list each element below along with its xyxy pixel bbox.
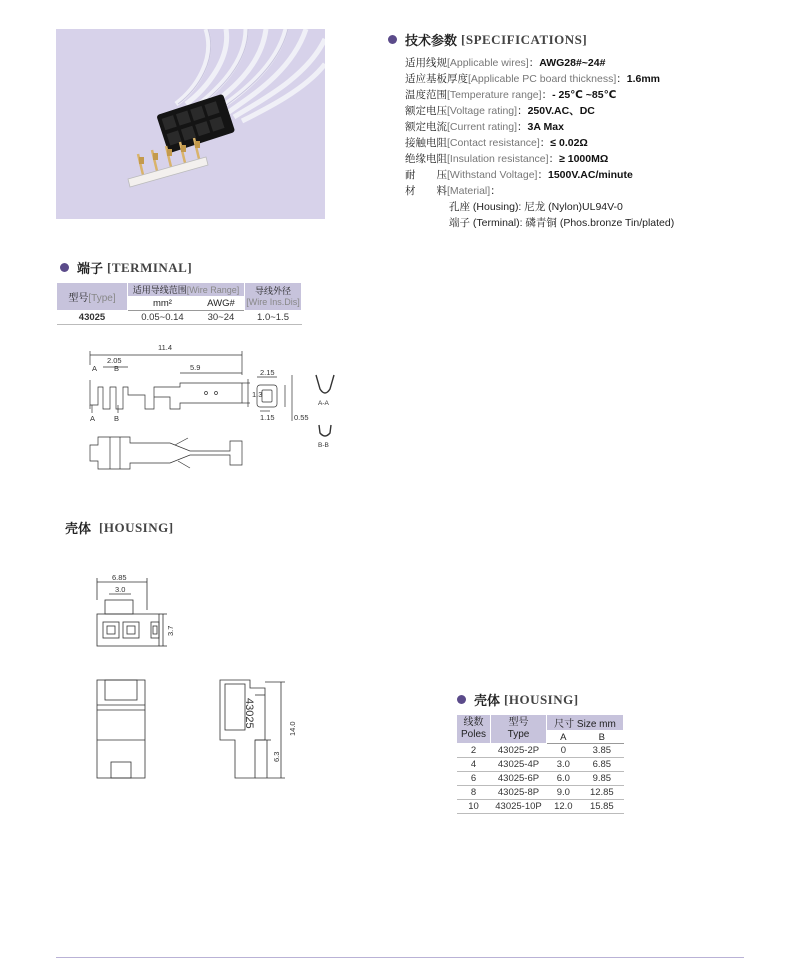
svg-text:43025: 43025	[243, 698, 255, 729]
bullet-icon	[457, 695, 466, 704]
spec-row: 绝缘电阻[Insulation resistance]：≥ 1000MΩ	[405, 153, 609, 165]
connector-photo-illustration	[56, 29, 325, 219]
svg-text:1.15: 1.15	[260, 413, 275, 422]
table-row: 10 43025-10P 12.0 15.85	[457, 800, 624, 814]
svg-text:2.15: 2.15	[260, 368, 275, 377]
housing-table-heading	[457, 690, 579, 709]
spec-row: 适用线规[Applicable wires]：AWG28#~24#	[405, 57, 606, 69]
svg-text:3.0: 3.0	[115, 585, 126, 594]
footer-divider	[56, 957, 744, 958]
col-a: A	[547, 731, 581, 744]
col-size: 尺寸 Size mm	[547, 715, 624, 731]
svg-text:2.05: 2.05	[107, 356, 122, 365]
heading-en: [HOUSING]	[504, 691, 579, 707]
svg-text:0.55: 0.55	[294, 413, 309, 422]
housing-table	[456, 714, 624, 814]
material-terminal: 端子 (Terminal): 磷青铜 (Phos.bronze Tin/plated)	[449, 217, 675, 229]
spec-row: 温度范围[Temperature range]：- 25℃ ~85℃	[405, 89, 617, 101]
spec-row: 材 料[Material]：	[405, 185, 501, 197]
spec-row: 耐 压[Withstand Voltage]：1500V.AC/minute	[405, 169, 633, 181]
svg-text:B: B	[114, 364, 120, 373]
svg-text:5.9: 5.9	[190, 363, 201, 372]
spec-row: 额定电压[Voltage rating]：250V.AC、DC	[405, 105, 595, 117]
spec-row: 接触电阻[Contact resistance]：≤ 0.02Ω	[405, 137, 588, 149]
specifications-heading	[388, 30, 587, 49]
product-photo	[56, 29, 325, 219]
col-range: 适用导线范围[Wire Range]	[128, 283, 245, 297]
svg-text:1.3: 1.3	[252, 390, 263, 399]
col-awg: AWG#	[197, 297, 244, 311]
table-row: 6 43025-6P 6.0 9.85	[457, 772, 624, 786]
spec-row: 适应基板厚度[Applicable PC board thickness]：1.6mm	[405, 73, 661, 85]
housing-drawing-heading	[65, 518, 174, 537]
terminal-table	[56, 282, 302, 325]
heading-en: [SPECIFICATIONS]	[461, 31, 588, 47]
svg-text:11.4: 11.4	[158, 343, 173, 352]
table-row: 4 43025-4P 3.0 6.85	[457, 758, 624, 772]
col-type: 型号[Type]	[57, 283, 128, 311]
svg-text:B: B	[114, 414, 120, 423]
col-poles: 线数 Poles	[457, 715, 491, 744]
heading-cn: 壳体	[65, 521, 92, 536]
housing-drawing	[85, 570, 315, 790]
heading-cn: 端子	[77, 261, 104, 276]
heading-en: [TERMINAL]	[107, 259, 193, 275]
svg-text:A: A	[92, 364, 98, 373]
heading-en: [HOUSING]	[99, 519, 174, 535]
spec-row: 额定电流[Current rating]：3A Max	[405, 121, 564, 133]
col-dia: 导线外径 [Wire Ins.Dis]	[245, 283, 302, 311]
table-row: 43025 0.05~0.14 30~24 1.0~1.5	[57, 311, 302, 325]
svg-text:A: A	[90, 414, 96, 423]
col-type: 型号 Type	[491, 715, 547, 744]
svg-text:6.3: 6.3	[272, 751, 281, 762]
heading-cn: 壳体	[474, 693, 501, 708]
material-housing: 孔座 (Housing): 尼龙 (Nylon)UL94V-0	[449, 201, 623, 213]
svg-text:6.85: 6.85	[112, 573, 127, 582]
bullet-icon	[388, 35, 397, 44]
svg-text:B-B: B-B	[318, 442, 329, 449]
svg-text:A-A: A-A	[318, 400, 329, 407]
heading-cn: 技术参数	[405, 33, 458, 48]
svg-text:3.7: 3.7	[166, 625, 175, 636]
svg-text:14.0: 14.0	[288, 721, 297, 736]
terminal-heading	[60, 258, 192, 277]
terminal-drawing	[70, 335, 360, 485]
table-row: 8 43025-8P 9.0 12.85	[457, 786, 624, 800]
col-mm: mm²	[128, 297, 198, 311]
specifications-list	[405, 55, 674, 231]
col-b: B	[580, 731, 623, 744]
bullet-icon	[60, 263, 69, 272]
table-row: 2 43025-2P 0 3.85	[457, 744, 624, 758]
